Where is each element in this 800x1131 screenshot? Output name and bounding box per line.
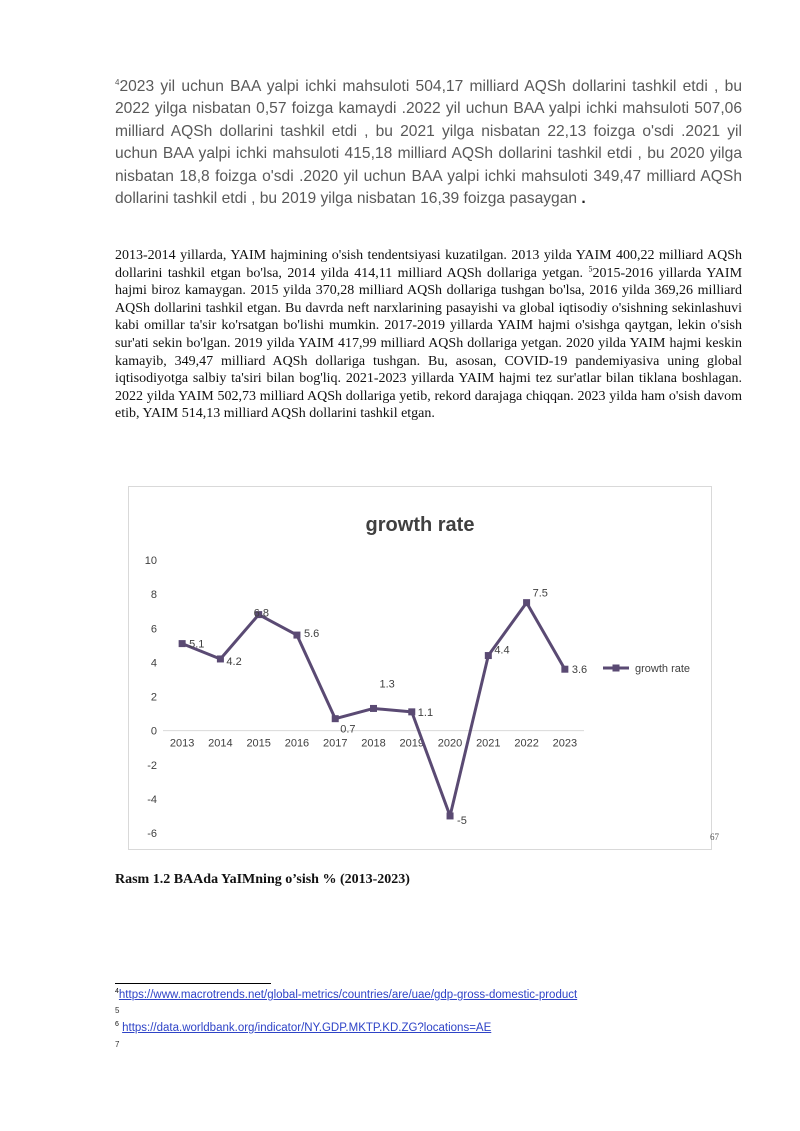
figure-footnote-marker: 67 [710,832,719,842]
footnote-4 [115,989,577,1001]
data-label-2021: 4.4 [494,644,510,657]
data-label-2020: -5 [457,814,467,827]
x-tick-label: 2019 [399,737,425,750]
paragraph-end-mark: . [581,190,586,208]
figure-caption: Rasm 1.2 BAAda YaIMning o’sish % (2013-2023) [115,872,410,887]
data-label-2013: 5.1 [189,638,205,651]
y-axis-ticks [145,555,157,840]
y-tick-label: 10 [144,555,157,567]
x-axis-ticks [170,738,577,750]
data-point-2020 [447,812,454,819]
y-tick-label: -6 [147,828,157,840]
paragraph-analysis-part2: 2015-2016 yillarda YAIM hajmi biroz kamaygan. 2015 yilda 370,28 milliard AQSh dollariga tushgan bo'lsa, 2016 yilda 369,26 milliard AQSh dollarini tashkil etgan. Bu davrda neft narxlarining pasayishi va global iqtisodiy o'sishning sekinlashuvi kabi omillar ta'sir ko'rsatgan bo'lishi mumkin. 2017-2019 yillarda YAIM hajmi o'sishga qaytgan, lekin o'sish sur'ati sekin bo'lgan. 2019 yilda YAIM 417,99 milliard AQSh dollariga yetgan. 2020 yilda YAIM hajmi keskin kamayib, 349,47 milliard AQSh dollariga tushgan. Bu, asosan, COVID-19 pandemiyasiva uning global iqtisodiyotga salbiy ta'siri bilan bog'liq. 2021-2023 yillarda YAIM hajmi tez sur'atlar bilan tiklana boshlagan. 2022 yilda YAIM 502,73 milliard AQSh dollariga yetib, rekord darajaga chiqqan. 2023 yilda ham o'sish davom etib, YAIM 514,13 milliard AQSh dollarini tashkil etgan. [115,265,743,422]
footnote-ref-4[interactable]: 4 [115,77,120,87]
legend-marker-icon [613,665,620,672]
data-label-2014: 4.2 [226,655,242,668]
paragraph-analysis-part1: 2013-2014 yillarda, YAIM hajmining o'sish tendentsiyasi kuzatilgan. 2013 yilda YAIM 400,22 milliard AQSh dollarini tashkil etgan bo'lsa, 2014 yilda 414,11 milliard AQSh dollariga yetgan. [115,248,742,281]
footnote-4-marker: 4 [115,988,119,996]
chart-title: growth rate [365,514,475,536]
x-tick-label: 2022 [514,737,539,750]
data-label-2023: 3.6 [571,664,588,677]
footnote-6 [115,1022,491,1034]
chart-svg [129,487,711,849]
x-tick-label: 2020 [437,737,463,750]
data-point-2023 [561,666,568,673]
chart-legend [603,663,690,675]
footnote-5-marker: 5 [115,1006,120,1015]
x-tick-label: 2018 [361,737,386,750]
y-tick-label: -2 [147,759,157,772]
data-labels [189,588,587,827]
series-points [179,599,569,819]
x-tick-label: 2013 [169,737,195,750]
x-tick-label: 2021 [476,737,501,750]
x-tick-label: 2015 [246,737,271,750]
data-point-2016 [293,632,300,639]
data-label-2018: 1.3 [379,678,395,691]
footnote-4-link[interactable]: https://www.macrotrends.net/global-metrics/countries/are/uae/gdp-gross-domestic-product [118,989,578,1001]
x-tick-label: 2016 [284,737,310,750]
data-point-2018 [370,705,377,712]
data-point-2014 [217,655,224,662]
y-tick-label: 6 [150,623,157,636]
data-label-2016: 5.6 [303,628,320,641]
data-label-2019: 1.1 [417,706,434,719]
data-point-2019 [408,708,415,715]
y-tick-label: 0 [150,725,157,738]
y-tick-label: 4 [150,657,157,670]
data-label-2015: 6.8 [253,607,269,620]
footnote-separator [115,983,271,984]
data-label-2017: 0.7 [340,723,356,736]
x-tick-label: 2023 [552,737,578,750]
paragraph-gdp-analysis [115,247,742,423]
data-label-2022: 7.5 [532,587,548,600]
data-point-2022 [523,599,530,606]
data-point-2013 [179,640,186,647]
x-tick-label: 2017 [322,737,348,750]
y-tick-label: 8 [150,589,157,602]
footnote-6-marker: 6 [115,1021,119,1029]
paragraph-gdp-summary [115,76,742,210]
data-point-2021 [485,652,492,659]
y-tick-label: 2 [150,691,157,704]
footnote-7 [115,1040,119,1049]
y-tick-label: -4 [147,793,157,806]
paragraph-gdp-summary-text: 2023 yil uchun BAA yalpi ichki mahsuloti 504,17 milliard AQSh dollarini tashkil etdi , bu 2022 yilga nisbatan 0,57 foizga kamaydi .2022 yil uchun BAA yalpi ichki mahsuloti 507,06 milliard AQSh dollarini tashkil etdi , bu 2021 yilga nisbatan 22,13 foizga o'sdi .2021 yil uchun BAA yalpi ichki mahsuloti 415,18 milliard AQSh dollarini tashkil etdi , bu 2020 yilga nisbatan 18,8 foizga o'sdi .2020 yil uchun BAA yalpi ichki mahsuloti 349,47 milliard AQSh dollarini tashkil etdi , bu 2019 yilga nisbatan 16,39 foizga pasaygan [115,78,742,208]
data-point-2017 [332,715,339,722]
footnote-ref-5[interactable]: 5 [588,263,593,273]
growth-rate-chart [128,486,712,850]
x-tick-label: 2014 [208,737,233,750]
footnote-7-marker: 7 [115,1040,120,1049]
footnote-6-link[interactable]: https://data.worldbank.org/indicator/NY.GDP.MKTP.KD.ZG?locations=AE [122,1022,492,1034]
legend-label: growth rate [635,663,691,675]
footnote-5 [115,1006,119,1015]
